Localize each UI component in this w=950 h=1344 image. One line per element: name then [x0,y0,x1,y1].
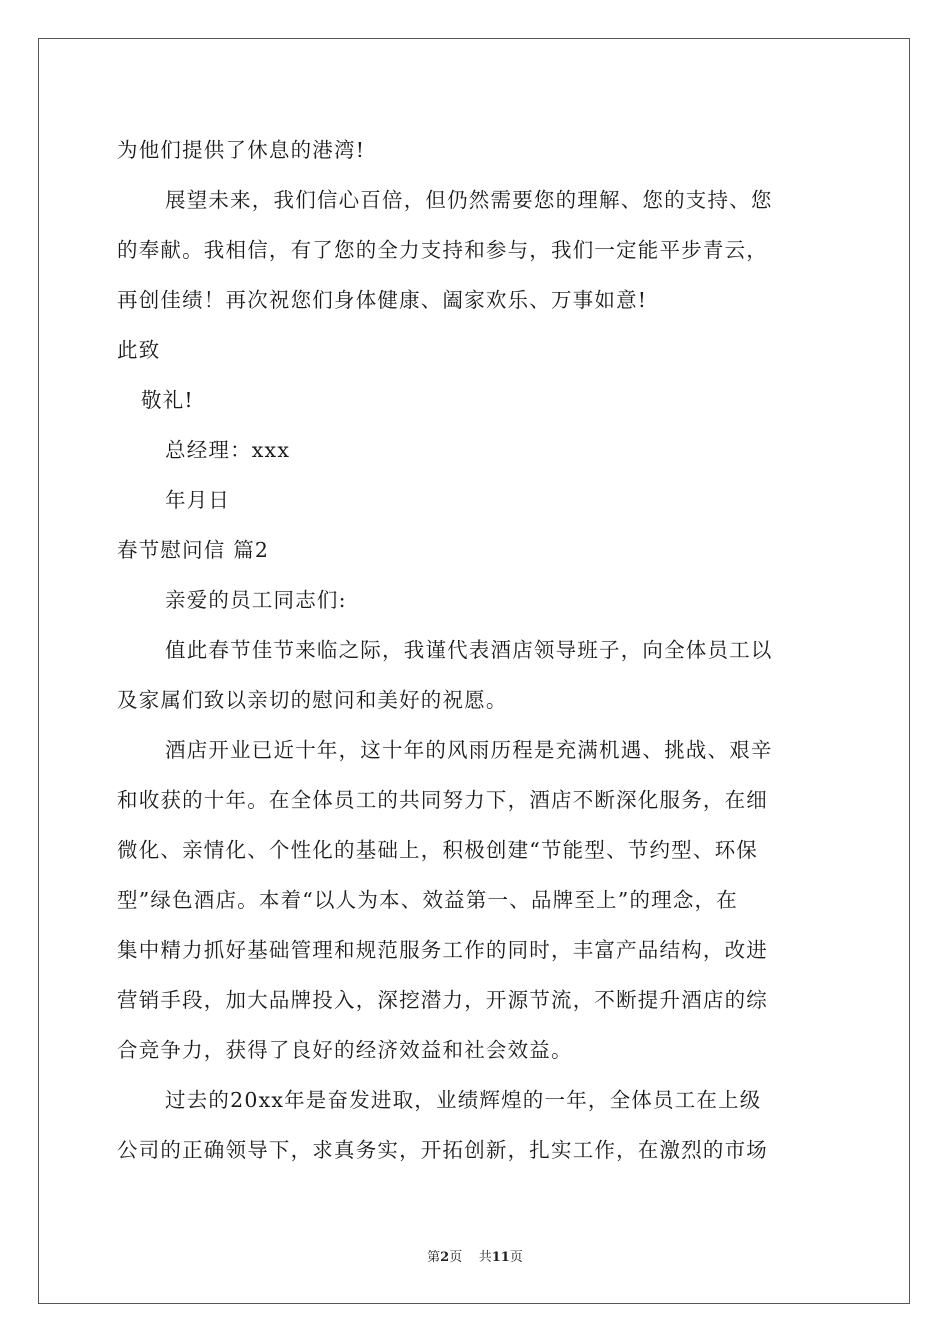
paragraph-line: 过去的20xx年是奋发进取，业绩辉煌的一年，全体员工在上级 [165,1088,762,1112]
paragraph-line: 展望未来，我们信心百倍，但仍然需要您的理解、您的支持、您 [165,188,773,212]
current-page-number: 2 [440,1250,450,1265]
text-line: 合竞争力，获得了良好的经济效益和社会效益。 [117,1038,573,1062]
footer-prefix: 第 [427,1250,441,1265]
salutation-closing: 此致 [117,338,161,362]
signature-date: 年月日 [165,488,231,512]
letter-greeting: 亲爱的员工同志们: [165,588,347,612]
salutation-regards: 敬礼! [141,388,194,412]
text-line: 再创佳绩！再次祝您们身体健康、阖家欢乐、万事如意! [117,288,648,312]
text-line: 及家属们致以亲切的慰问和美好的祝愿。 [117,688,508,712]
text-line: 为他们提供了休息的港湾! [117,138,366,162]
text-line: 集中精力抓好基础管理和规范服务工作的同时，丰富产品结构，改进 [117,938,768,962]
footer-total-unit: 页 [509,1250,523,1265]
page-footer [0,1246,950,1265]
paragraph-line: 酒店开业已近十年，这十年的风雨历程是充满机遇、挑战、艰辛 [165,738,773,762]
total-page-count: 11 [491,1250,510,1265]
footer-page-unit: 页 [449,1250,463,1265]
paragraph-line: 值此春节佳节来临之际，我谨代表酒店领导班子，向全体员工以 [165,638,773,662]
text-line: 微化、亲情化、个性化的基础上，积极创建“节能型、节约型、环保 [117,838,758,862]
text-line: 和收获的十年。在全体员工的共同努力下，酒店不断深化服务，在细 [117,788,768,812]
text-line: 的奉献。我相信，有了您的全力支持和参与，我们一定能平步青云， [117,238,768,262]
text-line: 公司的正确领导下，求真务实，开拓创新，扎实工作，在激烈的市场 [117,1138,768,1162]
signature-name: 总经理：xxx [165,438,291,462]
section-heading: 春节慰问信 篇2 [117,538,270,562]
text-line: 营销手段，加大品牌投入，深挖潜力，开源节流，不断提升酒店的综 [117,988,768,1012]
footer-total-prefix: 共 [478,1250,492,1265]
text-line: 型”绿色酒店。本着“以人为本、效益第一、品牌至上”的理念，在 [117,888,738,912]
page-border [38,38,910,1304]
